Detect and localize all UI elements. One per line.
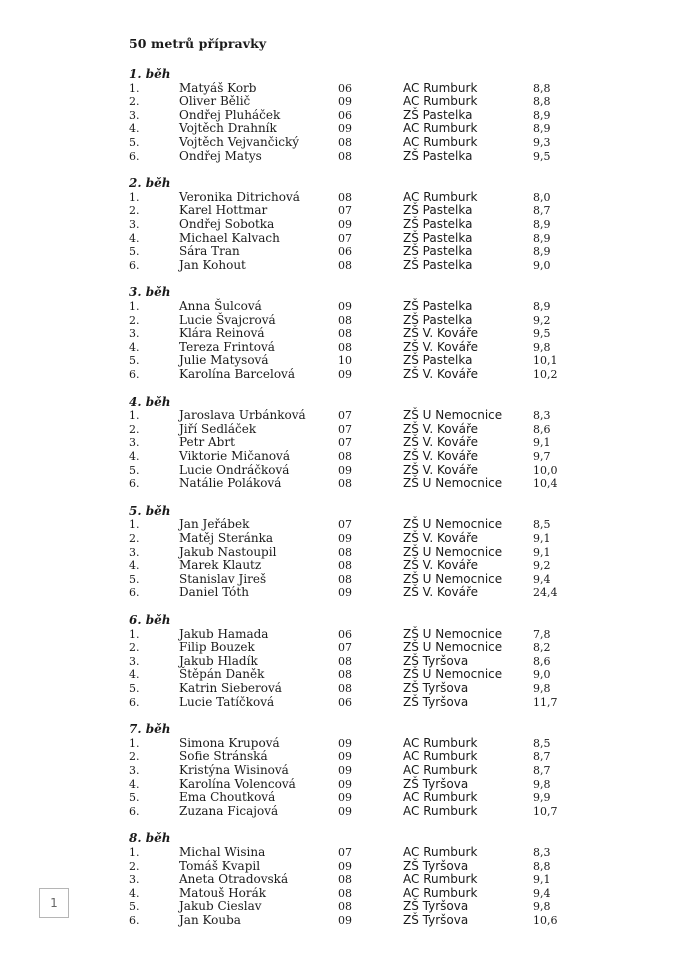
time-cell: 8,9 [533,231,551,245]
heat-title: 1. běh [129,67,171,81]
athlete-name-cell: Matěj Steránka [179,530,274,545]
time-cell: 10,4 [533,477,558,491]
athlete-name-cell: Ondřej Pluháček [179,107,281,122]
rank-cell: 4. [129,122,140,136]
rank-cell: 4. [129,340,140,354]
club-cell: ZŠ V. Kováře [403,435,479,450]
time-cell: 9,8 [533,900,551,914]
birth-year-cell: 09 [338,736,352,750]
birth-year-cell: 08 [338,572,352,586]
result-row [0,805,679,819]
result-row [0,95,679,109]
birth-year-cell: 09 [338,299,352,313]
club-cell: ZŠ Tyršova [403,694,469,709]
birth-year-cell: 09 [338,531,352,545]
time-cell: 9,1 [533,531,551,545]
athlete-name-cell: Daniel Tóth [179,585,249,600]
birth-year-cell: 08 [338,190,352,204]
birth-year-cell: 08 [338,681,352,695]
birth-year-cell: 06 [338,108,352,122]
result-row [0,436,679,450]
time-cell: 9,8 [533,777,551,791]
result-row [0,409,679,423]
birth-year-cell: 08 [338,449,352,463]
rank-cell: 4. [129,449,140,463]
athlete-name-cell: Lucie Ondráčková [179,462,290,477]
birth-year-cell: 07 [338,422,352,436]
rank-cell: 2. [129,95,140,109]
result-row [0,341,679,355]
club-cell: ZŠ Pastelka [403,312,473,327]
athlete-name-cell: Ema Choutková [179,790,276,805]
time-cell: 9,2 [533,313,551,327]
rank-cell: 3. [129,217,140,231]
result-row [0,641,679,655]
athlete-name-cell: Karolína Barcelová [179,366,295,381]
club-cell: ZŠ V. Kováře [403,558,479,573]
club-cell: AC Rumburk [403,803,478,818]
birth-year-cell: 06 [338,627,352,641]
club-cell: AC Rumburk [403,94,478,109]
birth-year-cell: 08 [338,886,352,900]
rank-cell: 1. [129,190,140,204]
club-cell: ZŠ V. Kováře [403,326,479,341]
club-cell: AC Rumburk [403,762,478,777]
birth-year-cell: 07 [338,231,352,245]
time-cell: 9,3 [533,135,551,149]
time-cell: 9,5 [533,149,551,163]
result-row [0,150,679,164]
athlete-name-cell: Vojtěch Drahník [179,121,277,136]
birth-year-cell: 08 [338,873,352,887]
rank-cell: 3. [129,108,140,122]
club-cell: ZŠ Tyršova [403,899,469,914]
club-cell: ZŠ V. Kováře [403,339,479,354]
rank-cell: 1. [129,518,140,532]
birth-year-cell: 09 [338,217,352,231]
rank-cell: 3. [129,873,140,887]
birth-year-cell: 06 [338,81,352,95]
time-cell: 9,2 [533,559,551,573]
result-row [0,573,679,587]
rank-cell: 4. [129,668,140,682]
result-row [0,887,679,901]
birth-year-cell: 09 [338,804,352,818]
club-cell: AC Rumburk [403,134,478,149]
club-cell: AC Rumburk [403,189,478,204]
rank-cell: 4. [129,886,140,900]
rank-cell: 1. [129,845,140,859]
rank-cell: 3. [129,327,140,341]
club-cell: AC Rumburk [403,121,478,136]
club-cell: ZŠ V. Kováře [403,585,479,600]
athlete-name-cell: Oliver Bělič [179,94,251,109]
athlete-name-cell: Anna Šulcová [179,298,262,313]
time-cell: 8,2 [533,641,551,655]
rank-cell: 6. [129,258,140,272]
result-row [0,532,679,546]
athlete-name-cell: Jakub Hamada [179,626,269,641]
birth-year-cell: 06 [338,245,352,259]
rank-cell: 5. [129,245,140,259]
birth-year-cell: 07 [338,409,352,423]
club-cell: ZŠ Pastelka [403,216,473,231]
athlete-name-cell: Jan Kouba [179,912,241,927]
result-row [0,518,679,532]
club-cell: AC Rumburk [403,735,478,750]
athlete-name-cell: Stanislav Jireš [179,571,267,586]
time-cell: 8,5 [533,518,551,532]
birth-year-cell: 09 [338,367,352,381]
rank-cell: 6. [129,695,140,709]
athlete-name-cell: Kristýna Wisinová [179,762,289,777]
rank-cell: 1. [129,409,140,423]
club-cell: ZŠ Tyršova [403,858,469,873]
club-cell: AC Rumburk [403,872,478,887]
athlete-name-cell: Karolína Volencová [179,776,296,791]
rank-cell: 5. [129,354,140,368]
birth-year-cell: 08 [338,900,352,914]
club-cell: ZŠ Pastelka [403,148,473,163]
time-cell: 8,9 [533,299,551,313]
time-cell: 8,9 [533,245,551,259]
result-row [0,914,679,928]
result-row [0,860,679,874]
result-row [0,314,679,328]
athlete-name-cell: Julie Matysová [179,353,269,368]
club-cell: ZŠ V. Kováře [403,448,479,463]
result-row [0,737,679,751]
result-row [0,546,679,560]
time-cell: 9,8 [533,340,551,354]
club-cell: ZŠ U Nemocnice [403,408,503,423]
rank-cell: 2. [129,859,140,873]
athlete-name-cell: Klára Reinová [179,326,265,341]
club-cell: AC Rumburk [403,844,478,859]
rank-cell: 5. [129,681,140,695]
time-cell: 10,2 [533,367,558,381]
time-cell: 8,8 [533,859,551,873]
rank-cell: 4. [129,231,140,245]
athlete-name-cell: Ondřej Matys [179,148,262,163]
time-cell: 9,4 [533,572,551,586]
time-cell: 8,7 [533,204,551,218]
birth-year-cell: 08 [338,135,352,149]
result-row [0,232,679,246]
time-cell: 8,9 [533,108,551,122]
rank-cell: 3. [129,436,140,450]
athlete-name-cell: Simona Krupová [179,735,280,750]
rank-cell: 6. [129,913,140,927]
time-cell: 9,0 [533,258,551,272]
birth-year-cell: 06 [338,695,352,709]
time-cell: 9,8 [533,681,551,695]
athlete-name-cell: Veronika Ditrichová [179,189,300,204]
result-row [0,696,679,710]
rank-cell: 4. [129,559,140,573]
birth-year-cell: 08 [338,313,352,327]
result-row [0,122,679,136]
rank-cell: 6. [129,477,140,491]
athlete-name-cell: Lucie Tatíčková [179,694,275,709]
result-row [0,846,679,860]
athlete-name-cell: Sofie Stránská [179,749,268,764]
club-cell: ZŠ Tyršova [403,912,469,927]
result-row [0,477,679,491]
rank-cell: 5. [129,791,140,805]
birth-year-cell: 09 [338,463,352,477]
birth-year-cell: 07 [338,641,352,655]
result-row [0,368,679,382]
birth-year-cell: 08 [338,654,352,668]
heat-title: 7. běh [129,722,171,737]
time-cell: 8,6 [533,654,551,668]
club-cell: ZŠ U Nemocnice [403,571,503,586]
club-cell: ZŠ Pastelka [403,107,473,122]
page-number: 1 [39,888,69,918]
rank-cell: 6. [129,367,140,381]
club-cell: ZŠ Pastelka [403,353,473,368]
result-row [0,109,679,123]
birth-year-cell: 09 [338,122,352,136]
birth-year-cell: 09 [338,859,352,873]
time-cell: 9,1 [533,545,551,559]
club-cell: ZŠ Tyršova [403,653,469,668]
time-cell: 9,1 [533,873,551,887]
rank-cell: 3. [129,654,140,668]
rank-cell: 5. [129,135,140,149]
rank-cell: 2. [129,641,140,655]
time-cell: 8,6 [533,422,551,436]
athlete-name-cell: Jaroslava Urbánková [179,408,306,423]
result-row [0,464,679,478]
club-cell: ZŠ V. Kováře [403,421,479,436]
time-cell: 8,0 [533,190,551,204]
result-row [0,450,679,464]
athlete-name-cell: Katrin Sieberová [179,680,282,695]
result-row [0,191,679,205]
club-cell: ZŠ Pastelka [403,203,473,218]
time-cell: 9,7 [533,449,551,463]
club-cell: ZŠ V. Kováře [403,530,479,545]
birth-year-cell: 08 [338,327,352,341]
rank-cell: 5. [129,463,140,477]
result-row [0,628,679,642]
birth-year-cell: 09 [338,763,352,777]
athlete-name-cell: Jakub Cieslav [179,899,262,914]
birth-year-cell: 08 [338,559,352,573]
athlete-name-cell: Vojtěch Vejvančický [179,134,300,149]
result-row [0,682,679,696]
time-cell: 8,8 [533,95,551,109]
athlete-name-cell: Štěpán Daněk [179,667,265,682]
time-cell: 10,7 [533,804,558,818]
athlete-name-cell: Aneta Otradovská [179,872,289,887]
birth-year-cell: 07 [338,845,352,859]
birth-year-cell: 09 [338,586,352,600]
athlete-name-cell: Ondřej Sobotka [179,216,275,231]
rank-cell: 1. [129,627,140,641]
rank-cell: 3. [129,545,140,559]
time-cell: 9,4 [533,886,551,900]
rank-cell: 1. [129,736,140,750]
athlete-name-cell: Michael Kalvach [179,230,280,245]
time-cell: 9,1 [533,436,551,450]
athlete-name-cell: Karel Hottmar [179,203,268,218]
athlete-name-cell: Tomáš Kvapil [179,858,261,873]
rank-cell: 5. [129,572,140,586]
rank-cell: 2. [129,422,140,436]
athlete-name-cell: Tereza Frintová [179,339,275,354]
club-cell: ZŠ U Nemocnice [403,476,503,491]
athlete-name-cell: Jan Kohout [179,257,246,272]
time-cell: 10,6 [533,913,558,927]
time-cell: 24,4 [533,586,558,600]
time-cell: 8,9 [533,122,551,136]
athlete-name-cell: Michal Wisina [179,844,266,859]
athlete-name-cell: Jan Jeřábek [179,517,250,532]
heat-title: 5. běh [129,503,171,518]
club-cell: ZŠ V. Kováře [403,366,479,381]
time-cell: 10,1 [533,354,558,368]
result-row [0,354,679,368]
birth-year-cell: 09 [338,791,352,805]
result-row [0,559,679,573]
birth-year-cell: 08 [338,545,352,559]
club-cell: ZŠ U Nemocnice [403,544,503,559]
result-row [0,586,679,600]
result-row [0,791,679,805]
club-cell: ZŠ Pastelka [403,244,473,259]
time-cell: 11,7 [533,695,558,709]
result-row [0,259,679,273]
club-cell: ZŠ Tyršova [403,680,469,695]
time-cell: 9,5 [533,327,551,341]
result-row [0,423,679,437]
club-cell: ZŠ U Nemocnice [403,640,503,655]
result-row [0,204,679,218]
rank-cell: 1. [129,299,140,313]
club-cell: ZŠ Pastelka [403,298,473,313]
result-row [0,300,679,314]
athlete-name-cell: Natálie Poláková [179,476,282,491]
result-row [0,900,679,914]
heat-title: 4. běh [129,394,171,409]
result-row [0,245,679,259]
athlete-name-cell: Filip Bouzek [179,640,255,655]
rank-cell: 2. [129,531,140,545]
heat-title: 2. běh [129,176,171,191]
club-cell: AC Rumburk [403,885,478,900]
time-cell: 7,8 [533,627,551,641]
birth-year-cell: 08 [338,149,352,163]
birth-year-cell: 08 [338,477,352,491]
birth-year-cell: 07 [338,436,352,450]
club-cell: ZŠ V. Kováře [403,462,479,477]
athlete-name-cell: Marek Klautz [179,558,262,573]
rank-cell: 4. [129,777,140,791]
club-cell: ZŠ U Nemocnice [403,667,503,682]
club-cell: ZŠ Tyršova [403,776,469,791]
heat-title: 8. běh [129,831,171,846]
club-cell: ZŠ U Nemocnice [403,626,503,641]
birth-year-cell: 07 [338,204,352,218]
rank-cell: 2. [129,204,140,218]
athlete-name-cell: Viktorie Mičanová [179,448,290,463]
result-row [0,778,679,792]
rank-cell: 6. [129,586,140,600]
heat-title: 6. běh [129,613,171,627]
birth-year-cell: 09 [338,95,352,109]
rank-cell: 1. [129,81,140,95]
time-cell: 9,0 [533,668,551,682]
result-row [0,655,679,669]
result-row [0,873,679,887]
time-cell: 8,9 [533,217,551,231]
result-row [0,668,679,682]
time-cell: 8,8 [533,81,551,95]
athlete-name-cell: Jakub Hladík [179,653,258,668]
rank-cell: 3. [129,763,140,777]
result-row [0,764,679,778]
birth-year-cell: 07 [338,518,352,532]
birth-year-cell: 10 [338,354,352,368]
rank-cell: 5. [129,900,140,914]
club-cell: AC Rumburk [403,749,478,764]
rank-cell: 2. [129,313,140,327]
birth-year-cell: 09 [338,750,352,764]
athlete-name-cell: Matouš Horák [179,885,267,900]
club-cell: AC Rumburk [403,790,478,805]
birth-year-cell: 08 [338,340,352,354]
document-title: 50 metrů přípravky [129,36,267,51]
club-cell: ZŠ Pastelka [403,230,473,245]
time-cell: 8,3 [533,409,551,423]
rank-cell: 2. [129,750,140,764]
birth-year-cell: 09 [338,777,352,791]
athlete-name-cell: Jakub Nastoupil [179,544,277,559]
result-row [0,136,679,150]
time-cell: 8,3 [533,845,551,859]
time-cell: 8,5 [533,736,551,750]
athlete-name-cell: Matyáš Korb [179,80,257,95]
rank-cell: 6. [129,804,140,818]
time-cell: 8,7 [533,750,551,764]
result-row [0,750,679,764]
birth-year-cell: 09 [338,913,352,927]
club-cell: ZŠ U Nemocnice [403,517,503,532]
athlete-name-cell: Zuzana Ficajová [179,803,279,818]
athlete-name-cell: Petr Abrt [179,435,235,450]
athlete-name-cell: Lucie Švajcrová [179,312,276,327]
birth-year-cell: 08 [338,668,352,682]
athlete-name-cell: Sára Tran [179,244,240,259]
result-row [0,82,679,96]
club-cell: AC Rumburk [403,80,478,95]
athlete-name-cell: Jiří Sedláček [179,421,257,436]
time-cell: 8,7 [533,763,551,777]
heat-title: 3. běh [129,285,171,300]
result-row [0,218,679,232]
rank-cell: 6. [129,149,140,163]
club-cell: ZŠ Pastelka [403,257,473,272]
result-row [0,327,679,341]
time-cell: 10,0 [533,463,558,477]
time-cell: 9,9 [533,791,551,805]
birth-year-cell: 08 [338,258,352,272]
